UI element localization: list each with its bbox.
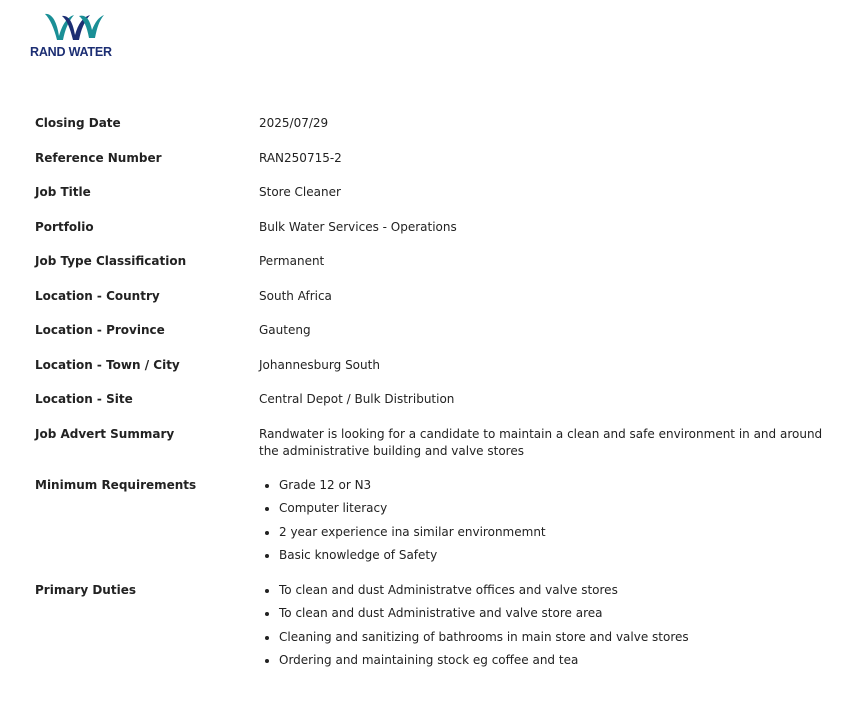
job-type-label: Job Type Classification (35, 254, 187, 268)
list-item: Basic knowledge of Safety (259, 547, 835, 571)
detail-row-closing-date (35, 115, 835, 150)
summary-label: Job Advert Summary (35, 426, 175, 441)
list-item: 2 year experience ina similar environmemnt (259, 524, 835, 548)
portfolio-value: Bulk Water Services - Operations (259, 219, 457, 234)
detail-row-job-title (35, 184, 835, 219)
primary-duties-label: Primary Duties (35, 582, 136, 597)
water-waves-icon (42, 10, 106, 44)
detail-row-town-city (35, 357, 835, 392)
logo-text: RAND WATER (30, 45, 112, 59)
town-city-value: Johannesburg South (259, 357, 380, 372)
job-type-value: Permanent (259, 254, 325, 268)
minimum-requirements-label: Minimum Requirements (35, 477, 197, 492)
town-city-label: Location - Town / City (35, 357, 180, 372)
list-item: Cleaning and sanitizing of bathrooms in main store and valve stores (259, 629, 835, 653)
job-title-label: Job Title (35, 185, 91, 199)
summary-value: Randwater is looking for a candidate to maintain a clean and safe environment in and around the administrative building and valve stores (259, 426, 823, 458)
list-item: Computer literacy (259, 500, 835, 524)
province-value: Gauteng (259, 323, 311, 337)
job-details (35, 115, 835, 676)
reference-number-value: RAN250715-2 (259, 150, 342, 165)
detail-row-country (35, 288, 835, 323)
detail-row-reference-number (35, 150, 835, 185)
province-label: Location - Province (35, 323, 165, 337)
portfolio-label: Portfolio (35, 219, 94, 234)
primary-duties-list (259, 582, 835, 676)
detail-row-primary-duties (35, 582, 835, 676)
list-item: To clean and dust Administrative and valve store area (259, 605, 835, 629)
list-item: To clean and dust Administratve offices and valve stores (259, 582, 835, 606)
list-item: Grade 12 or N3 (259, 477, 835, 501)
rand-water-logo (30, 10, 120, 60)
country-label: Location - Country (35, 288, 160, 303)
detail-row-job-type (35, 253, 835, 288)
detail-row-portfolio (35, 219, 835, 254)
country-value: South Africa (259, 288, 332, 303)
closing-date-label: Closing Date (35, 116, 121, 130)
job-title-value: Store Cleaner (259, 185, 341, 199)
minimum-requirements-list (259, 477, 835, 571)
detail-row-summary (35, 426, 835, 477)
site-value: Central Depot / Bulk Distribution (259, 392, 455, 406)
detail-row-province (35, 322, 835, 357)
site-label: Location - Site (35, 392, 133, 406)
detail-row-site (35, 391, 835, 426)
reference-number-label: Reference Number (35, 150, 162, 165)
list-item: Ordering and maintaining stock eg coffee and tea (259, 652, 835, 676)
closing-date-value: 2025/07/29 (259, 116, 329, 130)
detail-row-minimum-requirements (35, 477, 835, 582)
